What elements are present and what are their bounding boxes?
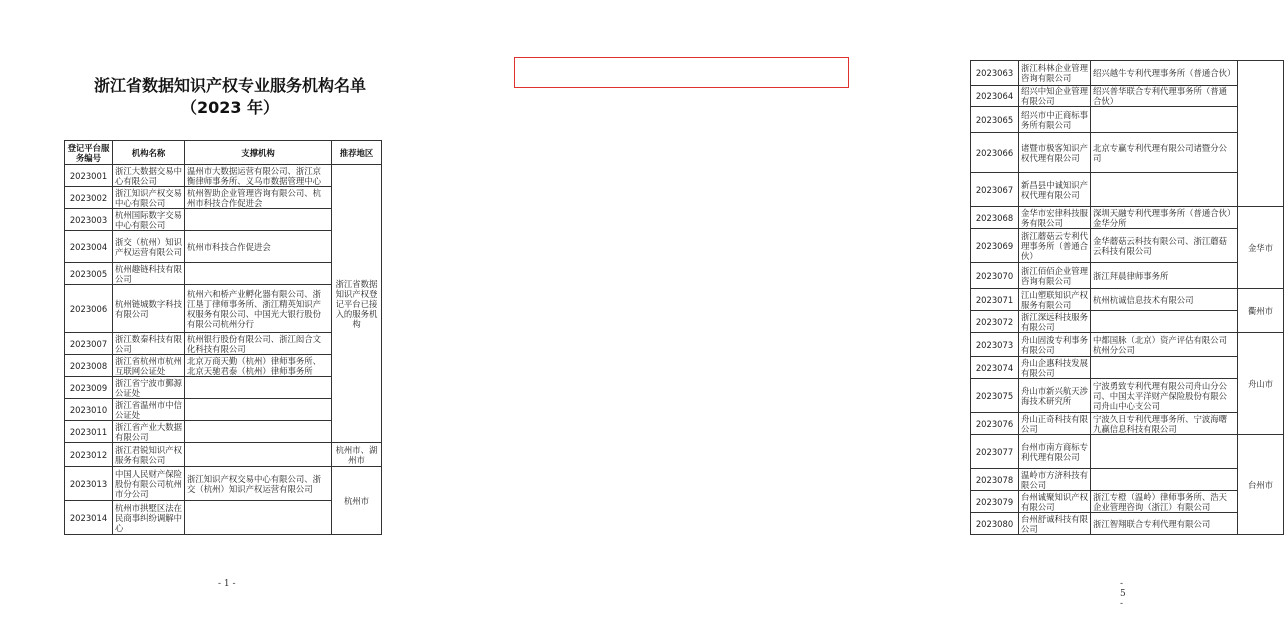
cell-id: 2023073	[971, 333, 1019, 357]
document-subtitle-year: （2023 年）	[180, 98, 280, 117]
cell-name: 杭州国际数字交易中心有限公司	[113, 209, 185, 231]
cell-name: 中国人民财产保险股份有限公司杭州市分公司	[113, 467, 185, 501]
document-page-left	[0, 0, 450, 625]
cell-support: 温州市大数据运营有限公司、浙江京衡律师事务所、义乌市数据管理中心	[185, 165, 332, 187]
cell-name: 浙江省温州市中信公证处	[113, 399, 185, 421]
cell-id: 2023005	[65, 263, 113, 285]
table-row	[971, 61, 1284, 86]
cell-support	[185, 399, 332, 421]
cell-support: 中都国脉（北京）资产评估有限公司杭州分公司	[1091, 333, 1238, 357]
table-row	[65, 443, 382, 467]
page-number-left: - 1 -	[218, 579, 236, 589]
cell-name: 绍兴市中正商标事务所有限公司	[1019, 107, 1091, 133]
cell-id: 2023071	[971, 289, 1019, 311]
cell-name: 舟山固浚专利事务有限公司	[1019, 333, 1091, 357]
cell-id: 2023078	[971, 469, 1019, 491]
cell-name: 杭州市拱墅区法在民商事纠纷调解中心	[113, 501, 185, 535]
cell-id: 2023014	[65, 501, 113, 535]
cell-support	[185, 443, 332, 467]
cell-support: 宁波久日专利代理事务所、宁波海曙九赢信息科技有限公司	[1091, 413, 1238, 435]
document-title: 浙江省数据知识产权专业服务机构名单	[93, 76, 366, 95]
cell-region: 台州市	[1238, 435, 1284, 535]
cell-name: 台州市南方商标专利代理有限公司	[1019, 435, 1091, 469]
cell-id: 2023013	[65, 467, 113, 501]
cell-name: 浙江省宁波市鄞源公证处	[113, 377, 185, 399]
cell-name: 浙江省杭州市杭州互联网公证处	[113, 355, 185, 377]
cell-id: 2023075	[971, 379, 1019, 413]
cell-name: 舟山市新兴航天涉海技术研究所	[1019, 379, 1091, 413]
cell-region: 衢州市	[1238, 289, 1284, 333]
cell-name: 杭州趣链科技有限公司	[113, 263, 185, 285]
cell-name: 新昌县中诚知识产权代理有限公司	[1019, 173, 1091, 207]
cell-id: 2023080	[971, 513, 1019, 535]
cell-name: 浙江知识产权交易中心有限公司	[113, 187, 185, 209]
cell-id: 2023006	[65, 285, 113, 333]
cell-support: 浙江智翔联合专利代理有限公司	[1091, 513, 1238, 535]
cell-id: 2023012	[65, 443, 113, 467]
cell-name: 浙江大数据交易中心有限公司	[113, 165, 185, 187]
cell-support: 浙江专橙（温岭）律师事务所、浩天企业管理咨询（浙江）有限公司	[1091, 491, 1238, 513]
cell-name: 诸暨市极客知识产权代理有限公司	[1019, 133, 1091, 173]
table-row	[971, 263, 1284, 289]
table-row	[971, 435, 1284, 469]
table-row	[971, 133, 1284, 173]
cell-support	[1091, 311, 1238, 333]
cell-region: 杭州市、湖州市	[332, 443, 382, 467]
cell-support: 杭州六和桥产业孵化器有限公司、浙江垦丁律师事务所、浙江精英知识产权服务有限公司、中国光大银行股份有限公司杭州分行	[185, 285, 332, 333]
table-row	[971, 491, 1284, 513]
cell-name: 浙江省产业大数据有限公司	[113, 421, 185, 443]
header-support-institution: 支撑机构	[185, 141, 332, 165]
cell-region: 金华市	[1238, 207, 1284, 289]
cell-id: 2023064	[971, 86, 1019, 107]
table-row	[971, 379, 1284, 413]
cell-region: 浙江省数据知识产权登记平台已接入的服务机构	[332, 165, 382, 443]
cell-id: 2023068	[971, 207, 1019, 229]
header-institution-name: 机构名称	[113, 141, 185, 165]
cell-support: 浙江知识产权交易中心有限公司、浙交（杭州）知识产权运营有限公司	[185, 467, 332, 501]
cell-id: 2023066	[971, 133, 1019, 173]
cell-name: 舟山企惠科技发展有限公司	[1019, 357, 1091, 379]
cell-support	[185, 501, 332, 535]
cell-support: 杭州市科技合作促进会	[185, 231, 332, 263]
table-row	[971, 229, 1284, 263]
cell-id: 2023072	[971, 311, 1019, 333]
cell-support: 北京万商天勤（杭州）律师事务所、北京天驰君泰（杭州）律师事务所	[185, 355, 332, 377]
cell-name: 绍兴中知企业管理有限公司	[1019, 86, 1091, 107]
cell-name: 台州诚聚知识产权有限公司	[1019, 491, 1091, 513]
cell-id: 2023069	[971, 229, 1019, 263]
document-page-right	[450, 0, 1274, 625]
cell-name: 温岭市方济科技有限公司	[1019, 469, 1091, 491]
institution-table-left	[64, 140, 382, 535]
table-row	[971, 413, 1284, 435]
cell-support: 杭州智助企业管理咨询有限公司、杭州市科技合作促进会	[185, 187, 332, 209]
cell-id: 2023076	[971, 413, 1019, 435]
cell-support: 北京专赢专利代理有限公司诸暨分公司	[1091, 133, 1238, 173]
cell-id: 2023002	[65, 187, 113, 209]
cell-support: 绍兴越牛专利代理事务所（普通合伙）	[1091, 61, 1238, 86]
cell-id: 2023063	[971, 61, 1019, 86]
cell-name: 台州舒诚科技有限公司	[1019, 513, 1091, 535]
cell-id: 2023077	[971, 435, 1019, 469]
cell-id: 2023001	[65, 165, 113, 187]
table-row	[971, 513, 1284, 535]
cell-id: 2023079	[971, 491, 1019, 513]
cell-support: 宁波勇致专利代理有限公司舟山分公司、中国太平洋财产保险股份有限公司舟山中心支公司	[1091, 379, 1238, 413]
institution-table-right	[970, 60, 1284, 535]
table-header-row	[65, 141, 382, 165]
cell-support: 深圳天融专利代理事务所（普通合伙）金华分所	[1091, 207, 1238, 229]
table-row	[971, 357, 1284, 379]
cell-support: 绍兴普华联合专利代理事务所（普通合伙）	[1091, 86, 1238, 107]
cell-id: 2023004	[65, 231, 113, 263]
cell-support	[1091, 435, 1238, 469]
table-row	[971, 86, 1284, 107]
cell-id: 2023010	[65, 399, 113, 421]
cell-id: 2023007	[65, 333, 113, 355]
header-recommended-region: 推荐地区	[332, 141, 382, 165]
page-number-right: - 5 -	[1120, 579, 1126, 609]
table-row	[65, 467, 382, 501]
cell-id: 2023003	[65, 209, 113, 231]
cell-region: 杭州市	[332, 467, 382, 535]
cell-name: 浙江君锐知识产权服务有限公司	[113, 443, 185, 467]
cell-name: 浙交（杭州）知识产权运营有限公司	[113, 231, 185, 263]
cell-region-empty	[1238, 61, 1284, 207]
table-row	[65, 165, 382, 187]
cell-name: 浙江数秦科技有限公司	[113, 333, 185, 355]
cell-name: 浙江深远科技服务有限公司	[1019, 311, 1091, 333]
cell-id: 2023011	[65, 421, 113, 443]
table-row	[971, 173, 1284, 207]
header-service-id: 登记平台服务编号	[65, 141, 113, 165]
table-row	[971, 107, 1284, 133]
cell-id: 2023074	[971, 357, 1019, 379]
cell-id: 2023067	[971, 173, 1019, 207]
cell-id: 2023065	[971, 107, 1019, 133]
table-row	[971, 289, 1284, 311]
cell-name: 江山塑联知识产权服务有限公司	[1019, 289, 1091, 311]
cell-id: 2023070	[971, 263, 1019, 289]
cell-region: 舟山市	[1238, 333, 1284, 435]
cell-support	[185, 263, 332, 285]
table-row	[971, 469, 1284, 491]
cell-support	[185, 377, 332, 399]
cell-name: 浙江佰佰企业管理咨询有限公司	[1019, 263, 1091, 289]
cell-support	[1091, 173, 1238, 207]
cell-support	[1091, 107, 1238, 133]
table-row	[971, 207, 1284, 229]
cell-name: 金华市宏律科技服务有限公司	[1019, 207, 1091, 229]
cell-support: 杭州杭诚信息技术有限公司	[1091, 289, 1238, 311]
cell-name: 杭州链城数字科技有限公司	[113, 285, 185, 333]
cell-support	[185, 421, 332, 443]
cell-support	[1091, 357, 1238, 379]
cell-support: 金华蘑菇云科技有限公司、浙江蘑菇云科技有限公司	[1091, 229, 1238, 263]
table-row	[971, 311, 1284, 333]
cell-support: 杭州银行股份有限公司、浙江闳合文化科技有限公司	[185, 333, 332, 355]
cell-support: 浙江拜晨律师事务所	[1091, 263, 1238, 289]
cell-support	[1091, 469, 1238, 491]
cell-support	[185, 209, 332, 231]
cell-id: 2023009	[65, 377, 113, 399]
cell-name: 浙江蘑菇云专利代理事务所（普通合伙）	[1019, 229, 1091, 263]
cell-name: 浙江科林企业管理咨询有限公司	[1019, 61, 1091, 86]
cell-name: 舟山正奇科技有限公司	[1019, 413, 1091, 435]
cell-id: 2023008	[65, 355, 113, 377]
table-row	[971, 333, 1284, 357]
